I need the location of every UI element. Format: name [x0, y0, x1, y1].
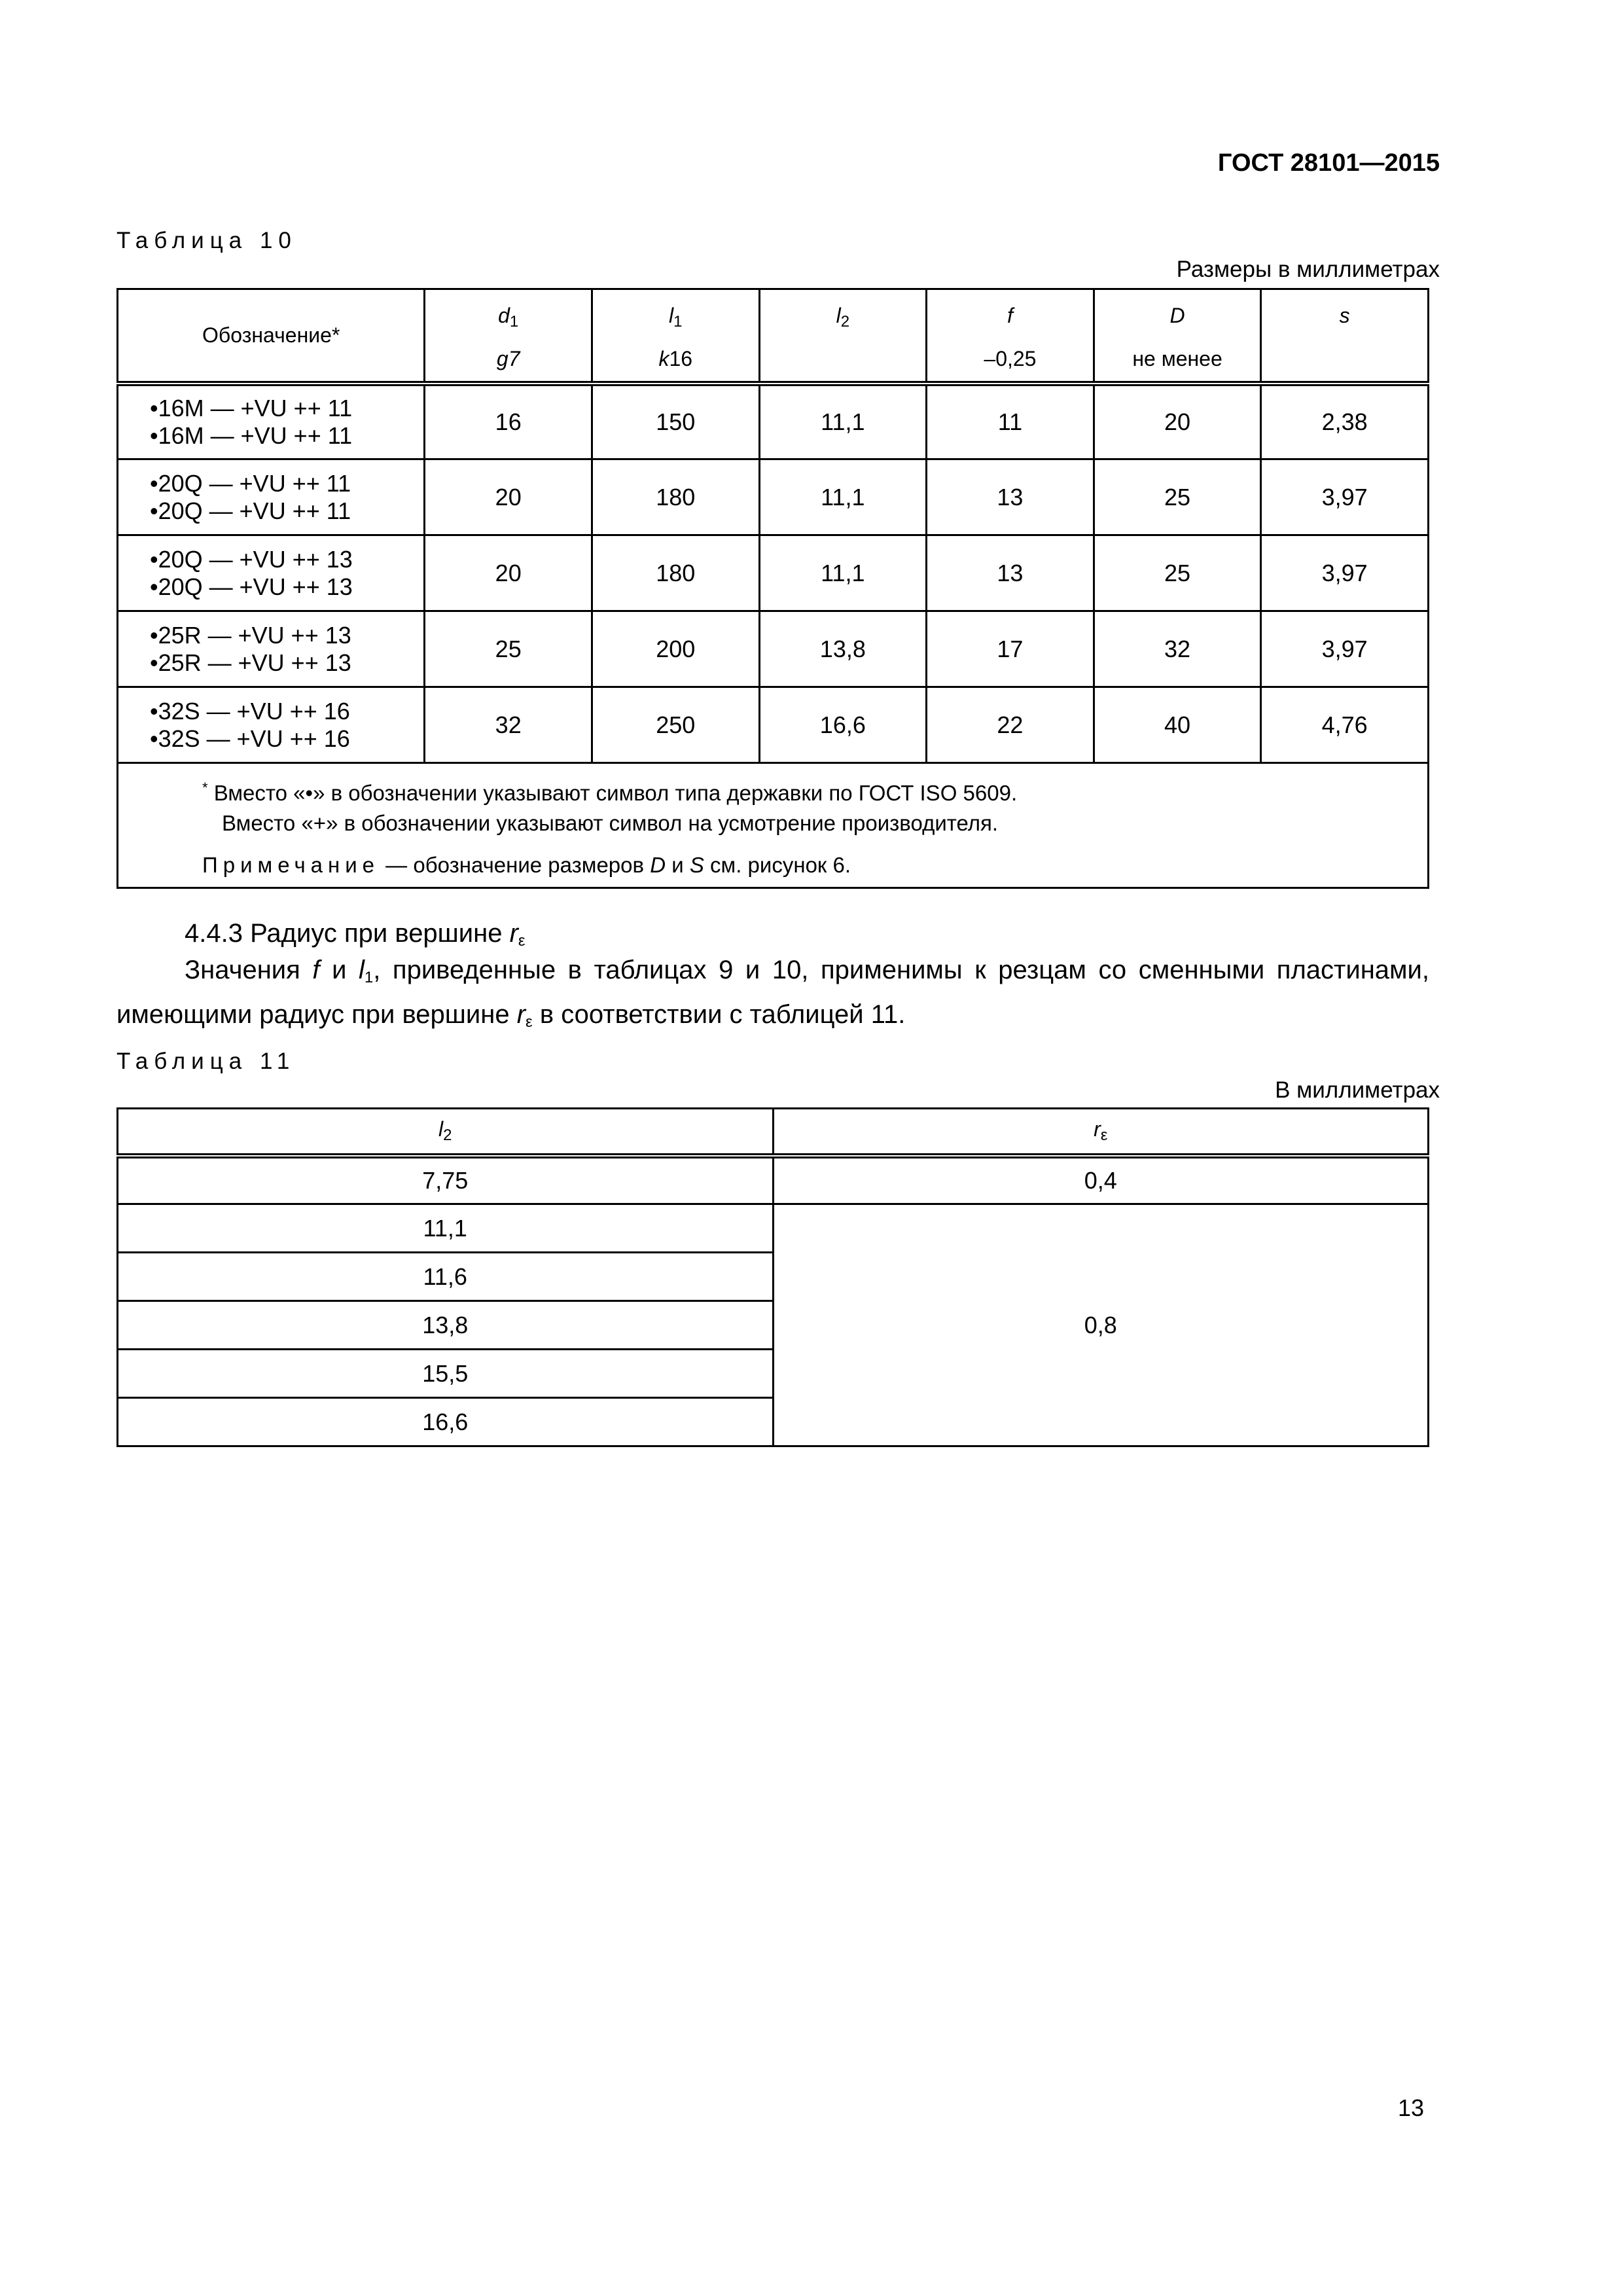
- l2-cell: 13,8: [759, 611, 927, 687]
- l2-cell: 11,1: [759, 535, 927, 611]
- d1-cell: 32: [425, 687, 592, 763]
- footnote-line-2: Вместо «+» в обозначении указывают символ на усмотрение производителя.: [222, 811, 999, 835]
- l2-cell: 16,6: [118, 1398, 774, 1446]
- table-row: [118, 611, 1429, 687]
- table-11: [116, 1107, 1429, 1447]
- designation-cell: •16M — +VU ++ 11 •16M — +VU ++ 11: [118, 384, 425, 459]
- s-cell: 3,97: [1261, 459, 1429, 535]
- footnote: * Вместо «•» в обозначении указывают символ типа державки по ГОСТ ISO 5609.: [202, 780, 1018, 805]
- l2-cell: 7,75: [118, 1156, 774, 1204]
- l1-cell: 200: [592, 611, 759, 687]
- table-11-units: В миллиметрах: [1275, 1077, 1440, 1103]
- col-D-header: D не менее: [1094, 289, 1261, 384]
- table-10-units: Размеры в миллиметрах: [1176, 257, 1440, 282]
- r-cell: 0,4: [773, 1156, 1428, 1204]
- l2-cell: 11,6: [118, 1253, 774, 1301]
- col-r-header: $r_\varepsilon$: [773, 1109, 1428, 1156]
- col-l2-header: $l_2$: [759, 289, 927, 384]
- designation-cell: •25R — +VU ++ 13 •25R — +VU ++ 13: [118, 611, 425, 687]
- table-10-caption: Таблица 10: [116, 228, 297, 253]
- s-cell: 3,97: [1261, 611, 1429, 687]
- D-cell: 25: [1094, 459, 1261, 535]
- standard-number: ГОСТ 28101—2015: [1217, 149, 1440, 177]
- note: Примечание — обозначение размеров D и S см. рисунок 6.: [202, 853, 851, 877]
- s-cell: 4,76: [1261, 687, 1429, 763]
- table-11-caption: Таблица 11: [116, 1049, 296, 1074]
- section-paragraph: Значения f и $l_1$, приведенные в таблицах 9 и 10, применимы к резцам со сменными пластинами, имеющими радиус при вершине $r_\varepsilon$ в соответствии с таблицей 11.: [116, 956, 1430, 1031]
- table-row: [118, 1156, 1429, 1204]
- r-cell: 0,8: [773, 1204, 1428, 1446]
- l2-cell: 15,5: [118, 1350, 774, 1398]
- l2-cell: 13,8: [118, 1301, 774, 1350]
- col-l1-header: $l_1$ k16: [592, 289, 759, 384]
- table-10-notes: [118, 763, 1429, 888]
- d1-cell: 25: [425, 611, 592, 687]
- s-cell: 2,38: [1261, 384, 1429, 459]
- D-cell: 25: [1094, 535, 1261, 611]
- s-cell: 3,97: [1261, 535, 1429, 611]
- d1-cell: 20: [425, 535, 592, 611]
- table-row: [118, 1204, 1429, 1253]
- f-cell: 11: [927, 384, 1094, 459]
- l2-cell: 11,1: [759, 384, 927, 459]
- l2-cell: 11,1: [118, 1204, 774, 1253]
- d1-cell: 20: [425, 459, 592, 535]
- l2-cell: 11,1: [759, 459, 927, 535]
- section-heading: 4.4.3 Радиус при вершине $r_\varepsilon$: [185, 919, 526, 950]
- l1-cell: 150: [592, 384, 759, 459]
- table-row: [118, 384, 1429, 459]
- D-cell: 32: [1094, 611, 1261, 687]
- l1-cell: 250: [592, 687, 759, 763]
- col-l2-header: $l_2$: [118, 1109, 774, 1156]
- col-f-header: f –0,25: [927, 289, 1094, 384]
- col-d1-header: $d_1$ g7: [425, 289, 592, 384]
- page-number: 13: [1397, 2094, 1424, 2121]
- f-cell: 13: [927, 459, 1094, 535]
- l1-cell: 180: [592, 459, 759, 535]
- col-s-header: s: [1261, 289, 1429, 384]
- f-cell: 13: [927, 535, 1094, 611]
- table-10-notes-row: [118, 763, 1429, 888]
- D-cell: 40: [1094, 687, 1261, 763]
- f-cell: 17: [927, 611, 1094, 687]
- table-10-header-row: [118, 289, 1429, 384]
- designation-cell: •20Q — +VU ++ 13 •20Q — +VU ++ 13: [118, 535, 425, 611]
- table-row: [118, 687, 1429, 763]
- table-row: [118, 535, 1429, 611]
- table-10: [116, 288, 1429, 889]
- table-11-header-row: [118, 1109, 1429, 1156]
- designation-cell: •20Q — +VU ++ 11 •20Q — +VU ++ 11: [118, 459, 425, 535]
- d1-cell: 16: [425, 384, 592, 459]
- table-row: [118, 459, 1429, 535]
- l1-cell: 180: [592, 535, 759, 611]
- D-cell: 20: [1094, 384, 1261, 459]
- designation-cell: •32S — +VU ++ 16 •32S — +VU ++ 16: [118, 687, 425, 763]
- col-designation-header: Обозначение*: [118, 289, 425, 384]
- f-cell: 22: [927, 687, 1094, 763]
- l2-cell: 16,6: [759, 687, 927, 763]
